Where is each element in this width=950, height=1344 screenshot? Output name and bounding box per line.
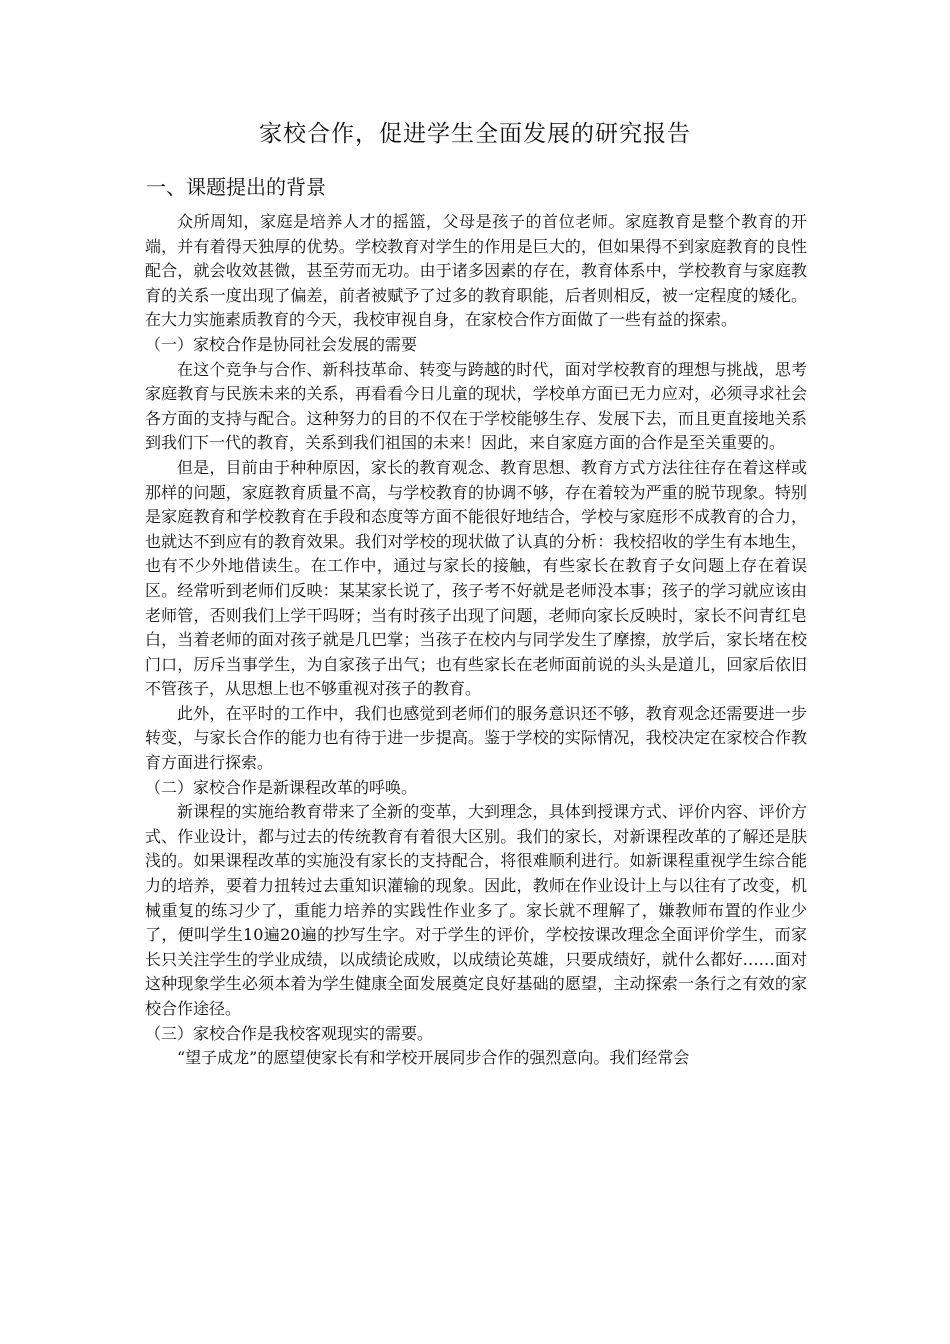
subsection-1-paragraph-1: 在这个竞争与合作、新科技革命、转变与跨越的时代，面对学校教育的理想与挑战，思考家庭教育与民族未来的关系，再看看今日儿童的现状，学校单方面已无力应对，必须寻求社会各方面的支持与配合。这种努力的目的不仅在于学校能够生存、发展下去，而且更直接地关系到我们下一代的教育，关系到我们祖国的未来！因此，来自家庭方面的合作是至关重要的。 bbox=[145, 359, 807, 453]
intro-paragraph: 众所周知，家庭是培养人才的摇篮，父母是孩子的首位老师。家庭教育是整个教育的开端，并有着得天独厚的优势。学校教育对学生的作用是巨大的，但如果得不到家庭教育的良性配合，就会收效甚微，甚至劳而无功。由于诸多因素的存在，教育体系中，学校教育与家庭教育的关系一度出现了偏差，前者被赋予了过多的教育职能，后者则相反，被一定程度的矮化。在大力实施素质教育的今天，我校审视自身，在家校合作方面做了一些有益的探索。 bbox=[145, 212, 807, 330]
subsection-heading-2: （二）家校合作是新课程改革的呼唤。 bbox=[145, 777, 418, 797]
subsection-1-paragraph-3: 此外，在平时的工作中，我们也感觉到老师们的服务意识还不够，教育观念还需要进一步转变，与家长合作的能力也有待于进一步提高。鉴于学校的实际情况，我校决定在家校合作教育方面进行探索。 bbox=[145, 703, 807, 773]
subsection-1-paragraph-2: 但是，目前由于种种原因，家长的教育观念、教育思想、教育方式方法往往存在着这样或那样的问题，家庭教育质量不高，与学校教育的协调不够，存在着较为严重的脱节现象。特别是家庭教育和学校教育在手段和态度等方面不能很好地结合，学校与家庭形不成教育的合力，也就达不到应有的教育效果。我们对学校的现状做了认真的分析：我校招收的学生有本地生，也有不少外地借读生。在工作中，通过与家长的接触，有些家长在教育子女问题上存在着误区。经常听到老师们反映：某某家长说了，孩子考不好就是老师没本事；孩子的学习就应该由老师管，否则我们上学干吗呀；当有时孩子出现了问题，老师向家长反映时，家长不问青红皂白，当着老师的面对孩子就是几巴掌；当孩子在校内与同学发生了摩擦，放学后，家长堵在校门口，厉斥当事学生，为自家孩子出气；也有些家长在老师面前说的头头是道儿，回家后依旧不管孩子，从思想上也不够重视对孩子的教育。 bbox=[145, 457, 807, 699]
section-heading: 一、课题提出的背景 bbox=[146, 175, 326, 199]
document-body bbox=[145, 210, 807, 1071]
subsection-heading-1: （一）家校合作是协同社会发展的需要 bbox=[145, 334, 418, 354]
subsection-2-paragraph-1: 新课程的实施给教育带来了全新的变革，大到理念，具体到授课方式、评价内容、评价方式、作业设计，都与过去的传统教育有着很大区别。我们的家长，对新课程改革的了解还是肤浅的。如果课程改革的实施没有家长的支持配合，将很难顺利进行。如新课程重视学生综合能力的培养，要着力扭转过去重知识灌输的现象。因此，教师在作业设计上与以往有了改变，机械重复的练习少了，重能力培养的实践性作业多了。家长就不理解了，嫌教师布置的作业少了，便叫学生10遍20遍的抄写生字。对于学生的评价，学校按课改理念全面评价学生，而家长只关注学生的学业成绩，以成绩论成败，以成绩论英雄，只要成绩好，就什么都好……面对这种现象学生必须本着为学生健康全面发展奠定良好基础的愿望，主动探索一条行之有效的家校合作途径。 bbox=[145, 802, 807, 1018]
subsection-heading-3: （三）家校合作是我校客观现实的需要。 bbox=[145, 1023, 434, 1043]
document-title: 家校合作，促进学生全面发展的研究报告 bbox=[259, 121, 691, 147]
subsection-3-paragraph-1: “望子成龙”的愿望使家长有和学校开展同步合作的强烈意向。我们经常会 bbox=[177, 1048, 690, 1068]
